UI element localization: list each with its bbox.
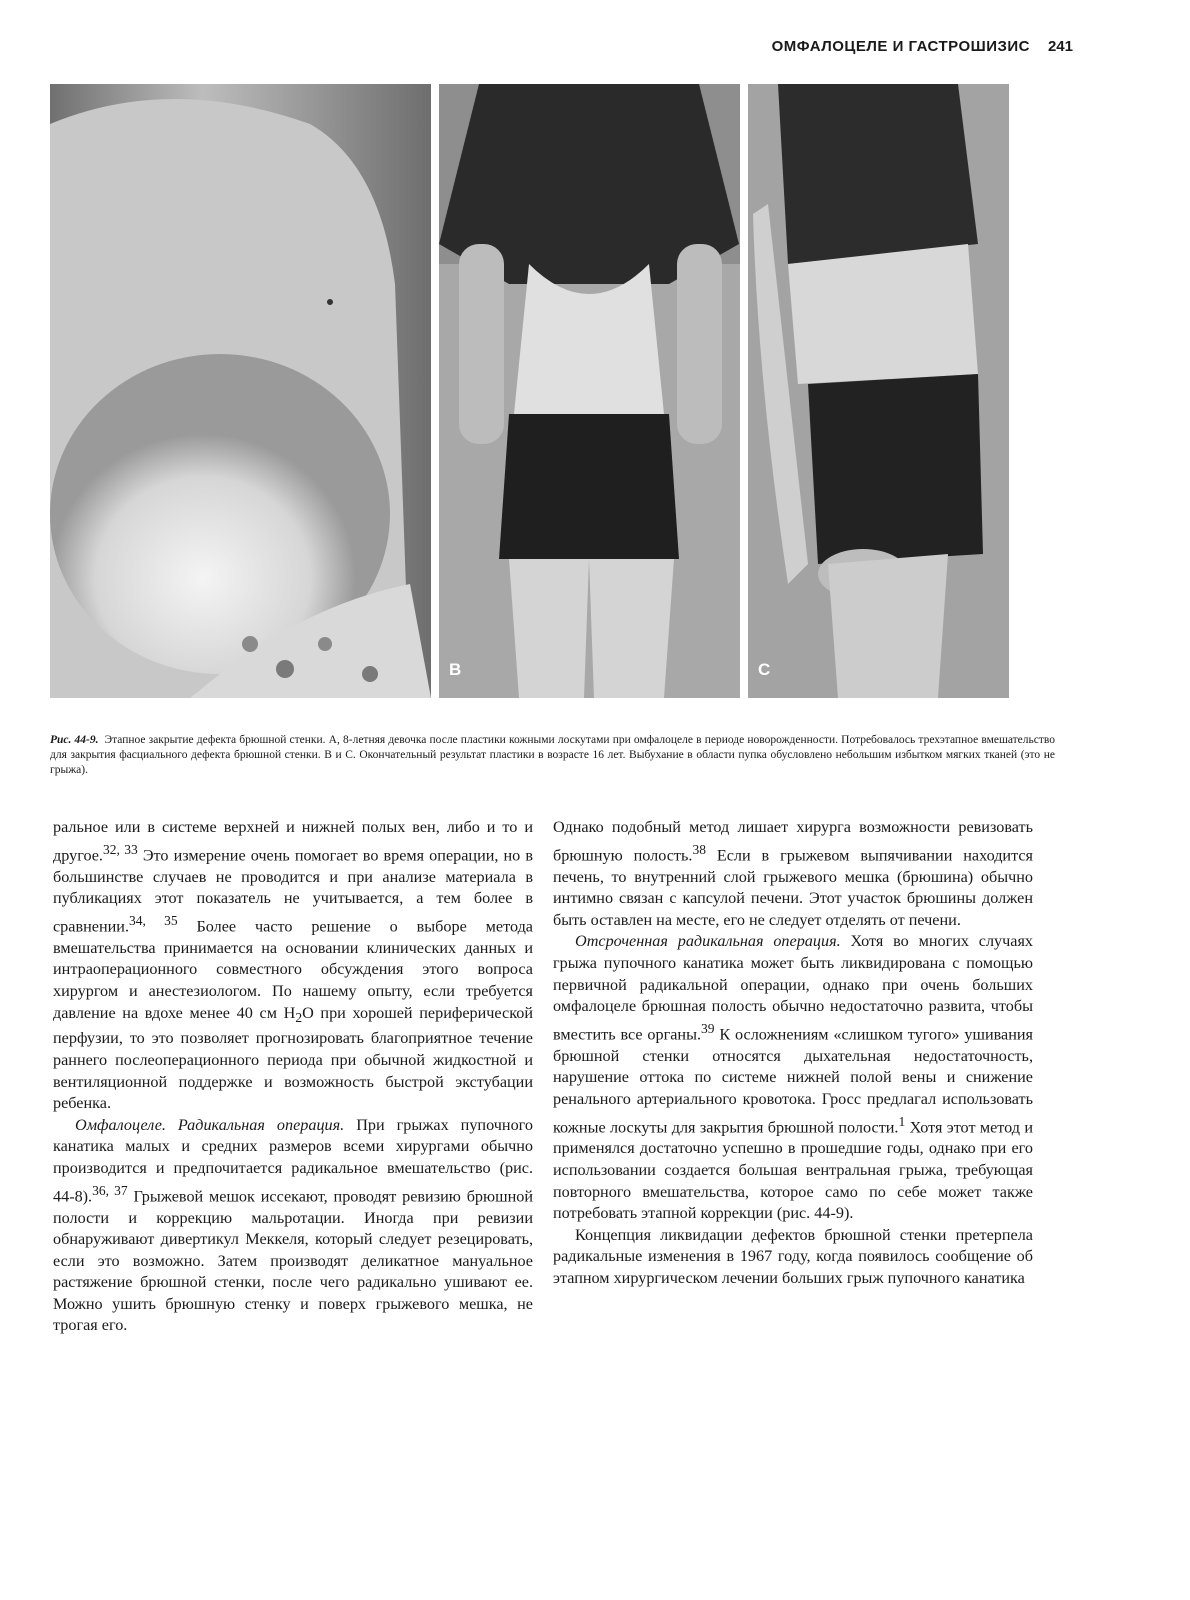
paragraph <box>53 1115 533 1337</box>
figure-panel-a <box>50 84 431 698</box>
citation: 38 <box>692 841 706 857</box>
text-run: К осложнениям «слишком тугого» ушивания брюшной стенки относятся дыхательная недостаточность, нарушение оттока по системе нижней полой вены и снижение ренального артериального кровотока. Гросс предлагал использовать кожные лоскуты для закрытия брюшной полости. <box>553 1025 1033 1136</box>
caption-figure-ref: Рис. 44-9. <box>50 734 99 746</box>
paragraph <box>53 817 533 1115</box>
citation: 32, 33 <box>102 841 138 857</box>
text-run: Хотя во многих случаях грыжа пупочного канатика может быть ликвидирована с помощью первичной радикальной операции, однако при очень больших омфалоцеле брюшная полость обычно недостаточно развита, чтобы вместить все органы. <box>553 932 1034 1044</box>
citation: 36, 37 <box>92 1182 128 1198</box>
citation: 39 <box>701 1020 715 1036</box>
paragraph <box>553 931 1033 1225</box>
text-run: Грыжевой мешок иссекают, проводят ревизию брюшной полости и коррекцию мальротации. Иногда при ревизии обнаруживают дивертикул Меккеля, который следует резецировать, если это возможно. Затем производят деликатное мануальное растяжение брюшной стенки, после чего радикально ушивают ее. Можно ушить брюшную стенку и поверх грыжевого мешка, не трогая его. <box>53 1186 533 1335</box>
paragraph <box>553 817 1033 931</box>
paragraph-lead: Отсроченная радикальная операция. <box>575 932 841 951</box>
figure-panel-b <box>439 84 740 698</box>
text-run: Концепция ликвидации дефектов брюшной стенки претерпела радикальные изменения в 1967 году, когда появилось сообщение об этапном хирургическом лечении больших грыж пупочного канатика <box>553 1225 1033 1288</box>
panel-label-c: C <box>758 660 771 679</box>
figure-panel-c <box>748 84 1009 698</box>
text-run: Более часто решение о выборе метода вмешательства принимается на основании клинических данных и интраоперационного совместного обсуждения этого вопроса хирургом и анестезиологом. По нашему опыту, если требуется давление на вдохе менее 40 см H <box>53 917 533 1022</box>
text-run: Хотя этот метод и применялся достаточно успешно в прошедшие годы, однако при его использовании создается большая вентральная грыжа, требующая повторного вмешательства, которое само по себе может также потребовать этапной коррекции (рис. 44-9). <box>553 1117 1033 1223</box>
photo-girl-front-view-icon <box>439 84 740 698</box>
body-column-right <box>553 817 1033 1290</box>
citation: 1 <box>898 1113 906 1129</box>
text-run: При грыжах пупочного канатика малых и средних размеров всеми хирургами обычно производится и предпочитается радикальное вмешательство (рис. 44-8). <box>53 1115 533 1205</box>
photo-infant-abdomen-icon <box>50 84 431 698</box>
paragraph-lead: Омфалоцеле. Радикальная операция. <box>75 1115 345 1134</box>
body-column-left <box>53 817 533 1337</box>
running-title: ОМФАЛОЦЕЛЕ И ГАСТРОШИЗИС <box>771 38 1030 55</box>
text-run: Если в грыжевом выпячивании находится печень, то внутренний слой грыжевого мешка (брюшина) обычно интимно связан с капсулой печени. Этот участок брюшины должен быть оставлен на месте, его не следует отделять от печени. <box>553 845 1034 929</box>
page-number: 241 <box>1047 38 1073 55</box>
caption-text: Этапное закрытие дефекта брюшной стенки. А, 8-летняя девочка после пластики кожными лоскутами при омфалоцеле в периоде новорожденности. Потребовалось трехэтапное вмешательство для закрытия фасциального дефекта брюшной стенки. В и С. Окончательный результат пластики в возрасте 16 лет. Выбухание в области пупка обусловлено небольшим избытком мягких тканей (это не грыжа). <box>50 734 1055 776</box>
panel-label-b: B <box>449 660 462 679</box>
text-run: O при хорошей периферической перфузии, то это позволяет прогнозировать благоприятное течение раннего послеоперационного периода при обычной жидкостной и вентиляционной поддержке и возможность быстрой экстубации ребенка. <box>53 1003 533 1113</box>
text-run: Однако подобный метод лишает хирурга возможности ревизовать брюшную полость. <box>553 818 1033 864</box>
text-run: ральное или в системе верхней и нижней полых вен, либо и то и другое. <box>53 818 533 864</box>
citation: 34, 35 <box>129 912 178 928</box>
photo-girl-side-view-icon <box>748 84 1009 698</box>
paragraph <box>553 1225 1033 1290</box>
figure-caption <box>50 733 1055 778</box>
text-run: Это измерение очень помогает во время операции, но в большинстве случаев не проводится и при анализе материала в публикациях этот показатель не учитывается, а тем более в сравнении. <box>53 845 534 936</box>
subscript: 2 <box>295 1009 303 1025</box>
